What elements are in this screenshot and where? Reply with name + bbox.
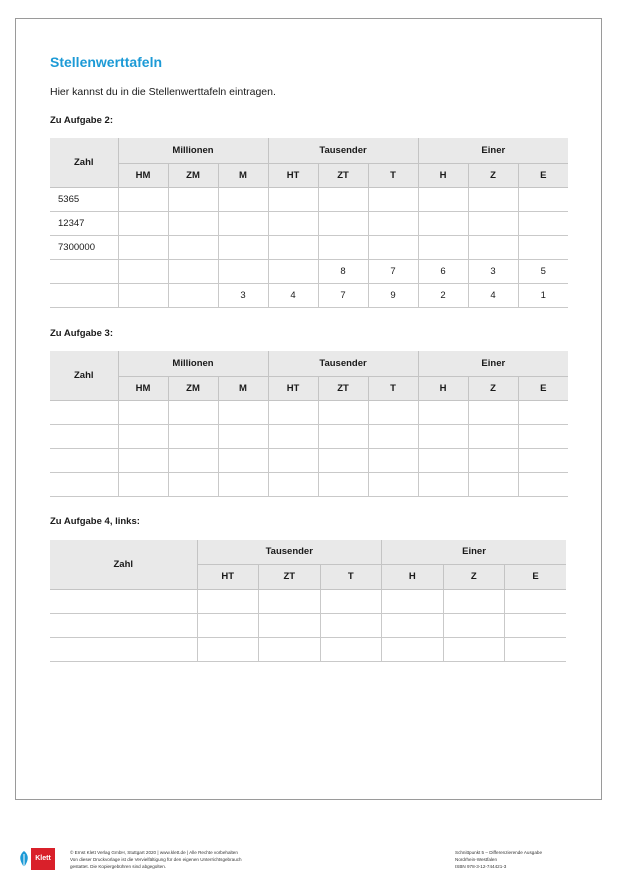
group-header-millionen: Millionen <box>118 138 268 163</box>
digit-cell-t <box>368 424 418 448</box>
digit-cell-m <box>218 211 268 235</box>
digit-cell-e <box>505 613 567 637</box>
digit-cell-z <box>468 211 518 235</box>
digit-cell-hm <box>118 448 168 472</box>
digit-cell-h <box>418 400 468 424</box>
digit-cell-t <box>320 589 382 613</box>
digit-cell-hm <box>118 400 168 424</box>
digit-cell-e <box>518 424 568 448</box>
digit-cell-h <box>418 235 468 259</box>
digit-cell-m <box>218 400 268 424</box>
footer-book-title: Schnittpunkt 5 – Differenzierende Ausgabe <box>455 850 543 855</box>
digit-cell-z <box>468 400 518 424</box>
digit-cell-e <box>518 448 568 472</box>
digit-cell-z <box>468 448 518 472</box>
column-header-ht: HT <box>197 564 259 589</box>
digit-cell-zm <box>168 211 218 235</box>
column-header-t: T <box>320 564 382 589</box>
group-header-tausender: Tausender <box>268 138 418 163</box>
zahl-cell <box>50 448 118 472</box>
table-row <box>50 283 568 307</box>
table-row <box>50 187 568 211</box>
digit-cell-zm <box>168 187 218 211</box>
digit-cell-e <box>518 235 568 259</box>
zahl-cell <box>50 259 118 283</box>
digit-cell-zm <box>168 259 218 283</box>
digit-cell-ht <box>268 448 318 472</box>
digit-cell-e <box>518 472 568 496</box>
digit-cell-e: 5 <box>518 259 568 283</box>
column-header-t: T <box>368 163 418 187</box>
digit-cell-e: 1 <box>518 283 568 307</box>
column-header-hm: HM <box>118 376 168 400</box>
digit-cell-ht <box>197 613 259 637</box>
digit-cell-zt: 7 <box>318 283 368 307</box>
digit-cell-ht: 4 <box>268 283 318 307</box>
footer-isbn: ISBN 978-3-12-744421-3 <box>455 864 507 869</box>
column-header-z: Z <box>468 163 518 187</box>
digit-cell-hm <box>118 424 168 448</box>
digit-cell-e <box>518 187 568 211</box>
column-header-hm: HM <box>118 163 168 187</box>
digit-cell-ht <box>268 211 318 235</box>
digit-cell-ht <box>197 637 259 661</box>
column-header-ht: HT <box>268 163 318 187</box>
zahl-cell: 7300000 <box>50 235 118 259</box>
digit-cell-t <box>368 448 418 472</box>
klett-logo-text: Klett <box>31 848 55 870</box>
zahl-cell <box>50 472 118 496</box>
digit-cell-z <box>443 589 505 613</box>
digit-cell-hm <box>118 259 168 283</box>
zahl-cell <box>50 637 197 661</box>
digit-cell-h <box>418 424 468 448</box>
digit-cell-z: 3 <box>468 259 518 283</box>
digit-cell-zt <box>259 613 321 637</box>
digit-cell-m <box>218 448 268 472</box>
footer-copyright-line: Von dieser Druckvorlage ist die Vervielfältigung für den eigenen Unterrichtsgebrauch <box>70 857 242 862</box>
digit-cell-h: 6 <box>418 259 468 283</box>
digit-cell-t: 9 <box>368 283 418 307</box>
table-row <box>50 589 566 613</box>
digit-cell-zm <box>168 424 218 448</box>
digit-cell-h <box>382 589 444 613</box>
footer <box>0 840 618 879</box>
table-row <box>50 235 568 259</box>
digit-cell-hm <box>118 211 168 235</box>
zahl-header: Zahl <box>50 351 118 400</box>
digit-cell-zt <box>318 187 368 211</box>
digit-cell-t <box>320 613 382 637</box>
digit-cell-t <box>368 235 418 259</box>
zahl-cell <box>50 613 197 637</box>
digit-cell-t <box>368 472 418 496</box>
footer-copyright <box>70 849 242 870</box>
digit-cell-ht <box>268 424 318 448</box>
group-header-tausender: Tausender <box>197 540 382 564</box>
klett-leaf-icon <box>17 848 31 870</box>
digit-cell-z <box>468 187 518 211</box>
zahl-cell <box>50 400 118 424</box>
digit-cell-ht <box>197 589 259 613</box>
table-row <box>50 424 568 448</box>
zahl-header: Zahl <box>50 540 197 589</box>
column-header-m: M <box>218 376 268 400</box>
digit-cell-hm <box>118 235 168 259</box>
section-label-aufgabe-2: Zu Aufgabe 2: <box>50 115 113 126</box>
digit-cell-e <box>505 589 567 613</box>
digit-cell-zt <box>259 589 321 613</box>
digit-cell-e <box>518 400 568 424</box>
column-header-z: Z <box>468 376 518 400</box>
group-header-einer: Einer <box>382 540 567 564</box>
group-header-einer: Einer <box>418 351 568 376</box>
footer-copyright-line: gestattet. Die Kopiergebühren sind abgegolten. <box>70 864 167 869</box>
table-row <box>50 259 568 283</box>
footer-book-info <box>455 849 542 870</box>
digit-cell-zt: 8 <box>318 259 368 283</box>
digit-cell-zm <box>168 235 218 259</box>
digit-cell-hm <box>118 472 168 496</box>
column-header-t: T <box>368 376 418 400</box>
digit-cell-ht <box>268 259 318 283</box>
digit-cell-z: 4 <box>468 283 518 307</box>
digit-cell-ht <box>268 235 318 259</box>
table-row <box>50 472 568 496</box>
digit-cell-zt <box>318 448 368 472</box>
digit-cell-m <box>218 259 268 283</box>
digit-cell-m <box>218 472 268 496</box>
digit-cell-zt <box>318 211 368 235</box>
digit-cell-zt <box>318 424 368 448</box>
digit-cell-h <box>382 613 444 637</box>
column-header-h: H <box>382 564 444 589</box>
digit-cell-h: 2 <box>418 283 468 307</box>
column-header-zt: ZT <box>318 163 368 187</box>
digit-cell-t <box>368 211 418 235</box>
digit-cell-ht <box>268 472 318 496</box>
section-label-aufgabe-3: Zu Aufgabe 3: <box>50 328 113 339</box>
column-header-e: E <box>518 376 568 400</box>
digit-cell-zt <box>259 637 321 661</box>
klett-logo <box>17 848 55 870</box>
digit-cell-t <box>368 187 418 211</box>
column-header-h: H <box>418 163 468 187</box>
digit-cell-e <box>505 637 567 661</box>
page-title: Stellenwerttafeln <box>50 54 163 70</box>
column-header-zt: ZT <box>259 564 321 589</box>
column-header-e: E <box>505 564 567 589</box>
zahl-cell <box>50 283 118 307</box>
digit-cell-zt <box>318 472 368 496</box>
table-row <box>50 613 566 637</box>
intro-text: Hier kannst du in die Stellenwerttafeln eintragen. <box>50 86 276 98</box>
digit-cell-zt <box>318 235 368 259</box>
digit-cell-h <box>418 187 468 211</box>
digit-cell-zm <box>168 448 218 472</box>
digit-cell-zt <box>318 400 368 424</box>
digit-cell-zm <box>168 400 218 424</box>
column-header-zm: ZM <box>168 163 218 187</box>
digit-cell-m <box>218 424 268 448</box>
digit-cell-m <box>218 187 268 211</box>
table-row <box>50 400 568 424</box>
digit-cell-h <box>418 211 468 235</box>
zahl-cell: 5365 <box>50 187 118 211</box>
digit-cell-ht <box>268 400 318 424</box>
zahl-cell <box>50 589 197 613</box>
column-header-h: H <box>418 376 468 400</box>
zahl-cell <box>50 424 118 448</box>
table-row <box>50 637 566 661</box>
zahl-cell: 12347 <box>50 211 118 235</box>
digit-cell-m <box>218 235 268 259</box>
digit-cell-hm <box>118 283 168 307</box>
group-header-millionen: Millionen <box>118 351 268 376</box>
digit-cell-z <box>443 613 505 637</box>
digit-cell-zm <box>168 283 218 307</box>
column-header-m: M <box>218 163 268 187</box>
digit-cell-z <box>468 472 518 496</box>
section-label-aufgabe-4: Zu Aufgabe 4, links: <box>50 516 140 527</box>
digit-cell-z <box>468 235 518 259</box>
table-row <box>50 448 568 472</box>
digit-cell-ht <box>268 187 318 211</box>
digit-cell-zm <box>168 472 218 496</box>
digit-cell-z <box>443 637 505 661</box>
footer-book-region: Nordrhein-Westfalen <box>455 857 498 862</box>
place-value-table-aufgabe-3 <box>50 351 568 497</box>
digit-cell-h <box>418 472 468 496</box>
digit-cell-h <box>418 448 468 472</box>
digit-cell-h <box>382 637 444 661</box>
column-header-zt: ZT <box>318 376 368 400</box>
column-header-z: Z <box>443 564 505 589</box>
digit-cell-e <box>518 211 568 235</box>
digit-cell-t: 7 <box>368 259 418 283</box>
place-value-table-aufgabe-2 <box>50 138 568 308</box>
column-header-e: E <box>518 163 568 187</box>
digit-cell-t <box>320 637 382 661</box>
zahl-header: Zahl <box>50 138 118 187</box>
table-row <box>50 211 568 235</box>
digit-cell-m: 3 <box>218 283 268 307</box>
column-header-ht: HT <box>268 376 318 400</box>
group-header-tausender: Tausender <box>268 351 418 376</box>
digit-cell-z <box>468 424 518 448</box>
digit-cell-hm <box>118 187 168 211</box>
digit-cell-t <box>368 400 418 424</box>
place-value-table-aufgabe-4 <box>50 540 566 662</box>
footer-copyright-line: © Ernst Klett Verlag GmbH, Stuttgart 2020 | www.klett.de | Alle Rechte vorbehalten <box>70 850 238 855</box>
group-header-einer: Einer <box>418 138 568 163</box>
column-header-zm: ZM <box>168 376 218 400</box>
